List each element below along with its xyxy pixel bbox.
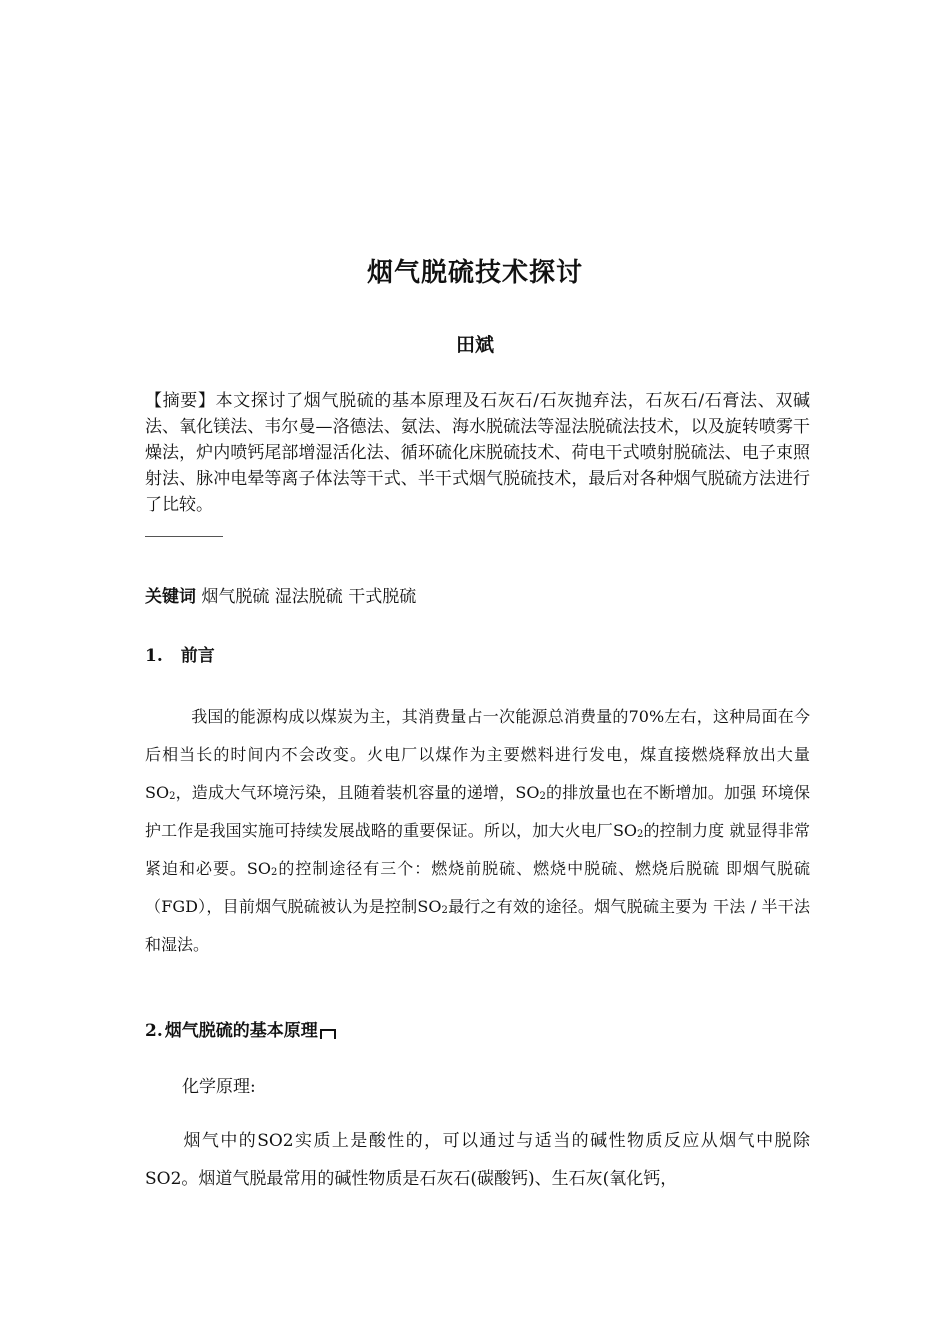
keywords-line xyxy=(145,584,810,610)
intro-text: 的控制力度 就显得非常紧迫和必要。SO xyxy=(145,821,810,878)
intro-text: 的控制途径有三个：燃烧前脱硫、燃烧中脱硫、燃烧后脱硫 即烟气脱硫（FGD），目前烟气脱硫被认为是控制SO xyxy=(145,859,810,916)
principle-paragraph xyxy=(145,1122,810,1198)
intro-text: ，造成大气环境污染，且随着装机容量的递增，SO xyxy=(175,783,540,802)
subscript: 2 xyxy=(169,791,176,802)
author-name: 田斌 xyxy=(455,334,494,356)
section-heading-2 xyxy=(145,1018,810,1044)
section-title: 烟气脱硫的基本原理 xyxy=(164,1021,318,1041)
section-number: 2. xyxy=(145,1021,163,1041)
chemistry-label: 化学原理: xyxy=(182,1077,256,1097)
intro-text: 我国的能源构成以煤炭为主，其消费量占一次能源总消费量的70%左右，这种局面在今后相当长的时间内不会改变。火电厂以煤作为主要燃料进行发电，煤直接燃烧释放出大量SO xyxy=(145,707,810,802)
keywords-label: 关键词 xyxy=(145,587,196,607)
intro-paragraph xyxy=(145,698,810,964)
intro-text: 的排放量也在不断增加。加强 环境保护工作是我国实施可持续发展战略的重要保证。所以，加大火电厂SO xyxy=(145,783,810,840)
document-title: 烟气脱硫技术探讨 xyxy=(366,258,583,288)
section-number: 1. xyxy=(145,646,163,666)
subscript: 2 xyxy=(441,905,448,916)
section-heading-1 xyxy=(145,643,810,669)
subscript: 2 xyxy=(637,829,644,840)
bracket-mark-icon xyxy=(320,1029,336,1039)
subscript: 2 xyxy=(539,791,546,802)
intro-text: 最行之有效的途径。烟气脱硫主要为 干法 / 半干法和湿法。 xyxy=(145,897,810,954)
section-title: 前言 xyxy=(180,646,215,666)
footnote-divider xyxy=(145,536,223,537)
abstract-paragraph: 【摘要】本文探讨了烟气脱硫的基本原理及石灰石/石灰抛弃法，石灰石/石膏法、双碱法、氧化镁法、韦尔曼—洛德法、氨法、海水脱硫法等湿法脱硫法技术，以及旋转喷雾干燥法，炉内喷钙尾部增湿活化法、循环硫化床脱硫技术、荷电干式喷射脱硫法、电子束照射法、脉冲电晕等离子体法等干式、半干式烟气脱硫技术，最后对各种烟气脱硫方法进行了比较。 xyxy=(145,391,810,515)
subscript: 2 xyxy=(271,867,278,878)
keywords-values: 烟气脱硫 湿法脱硫 干式脱硫 xyxy=(201,587,417,607)
principle-text: 烟气中的SO2实质上是酸性的，可以通过与适当的碱性物质反应从烟气中脱除SO2。烟道气脱最常用的碱性物质是石灰石(碳酸钙)、生石灰(氧化钙， xyxy=(145,1131,810,1189)
